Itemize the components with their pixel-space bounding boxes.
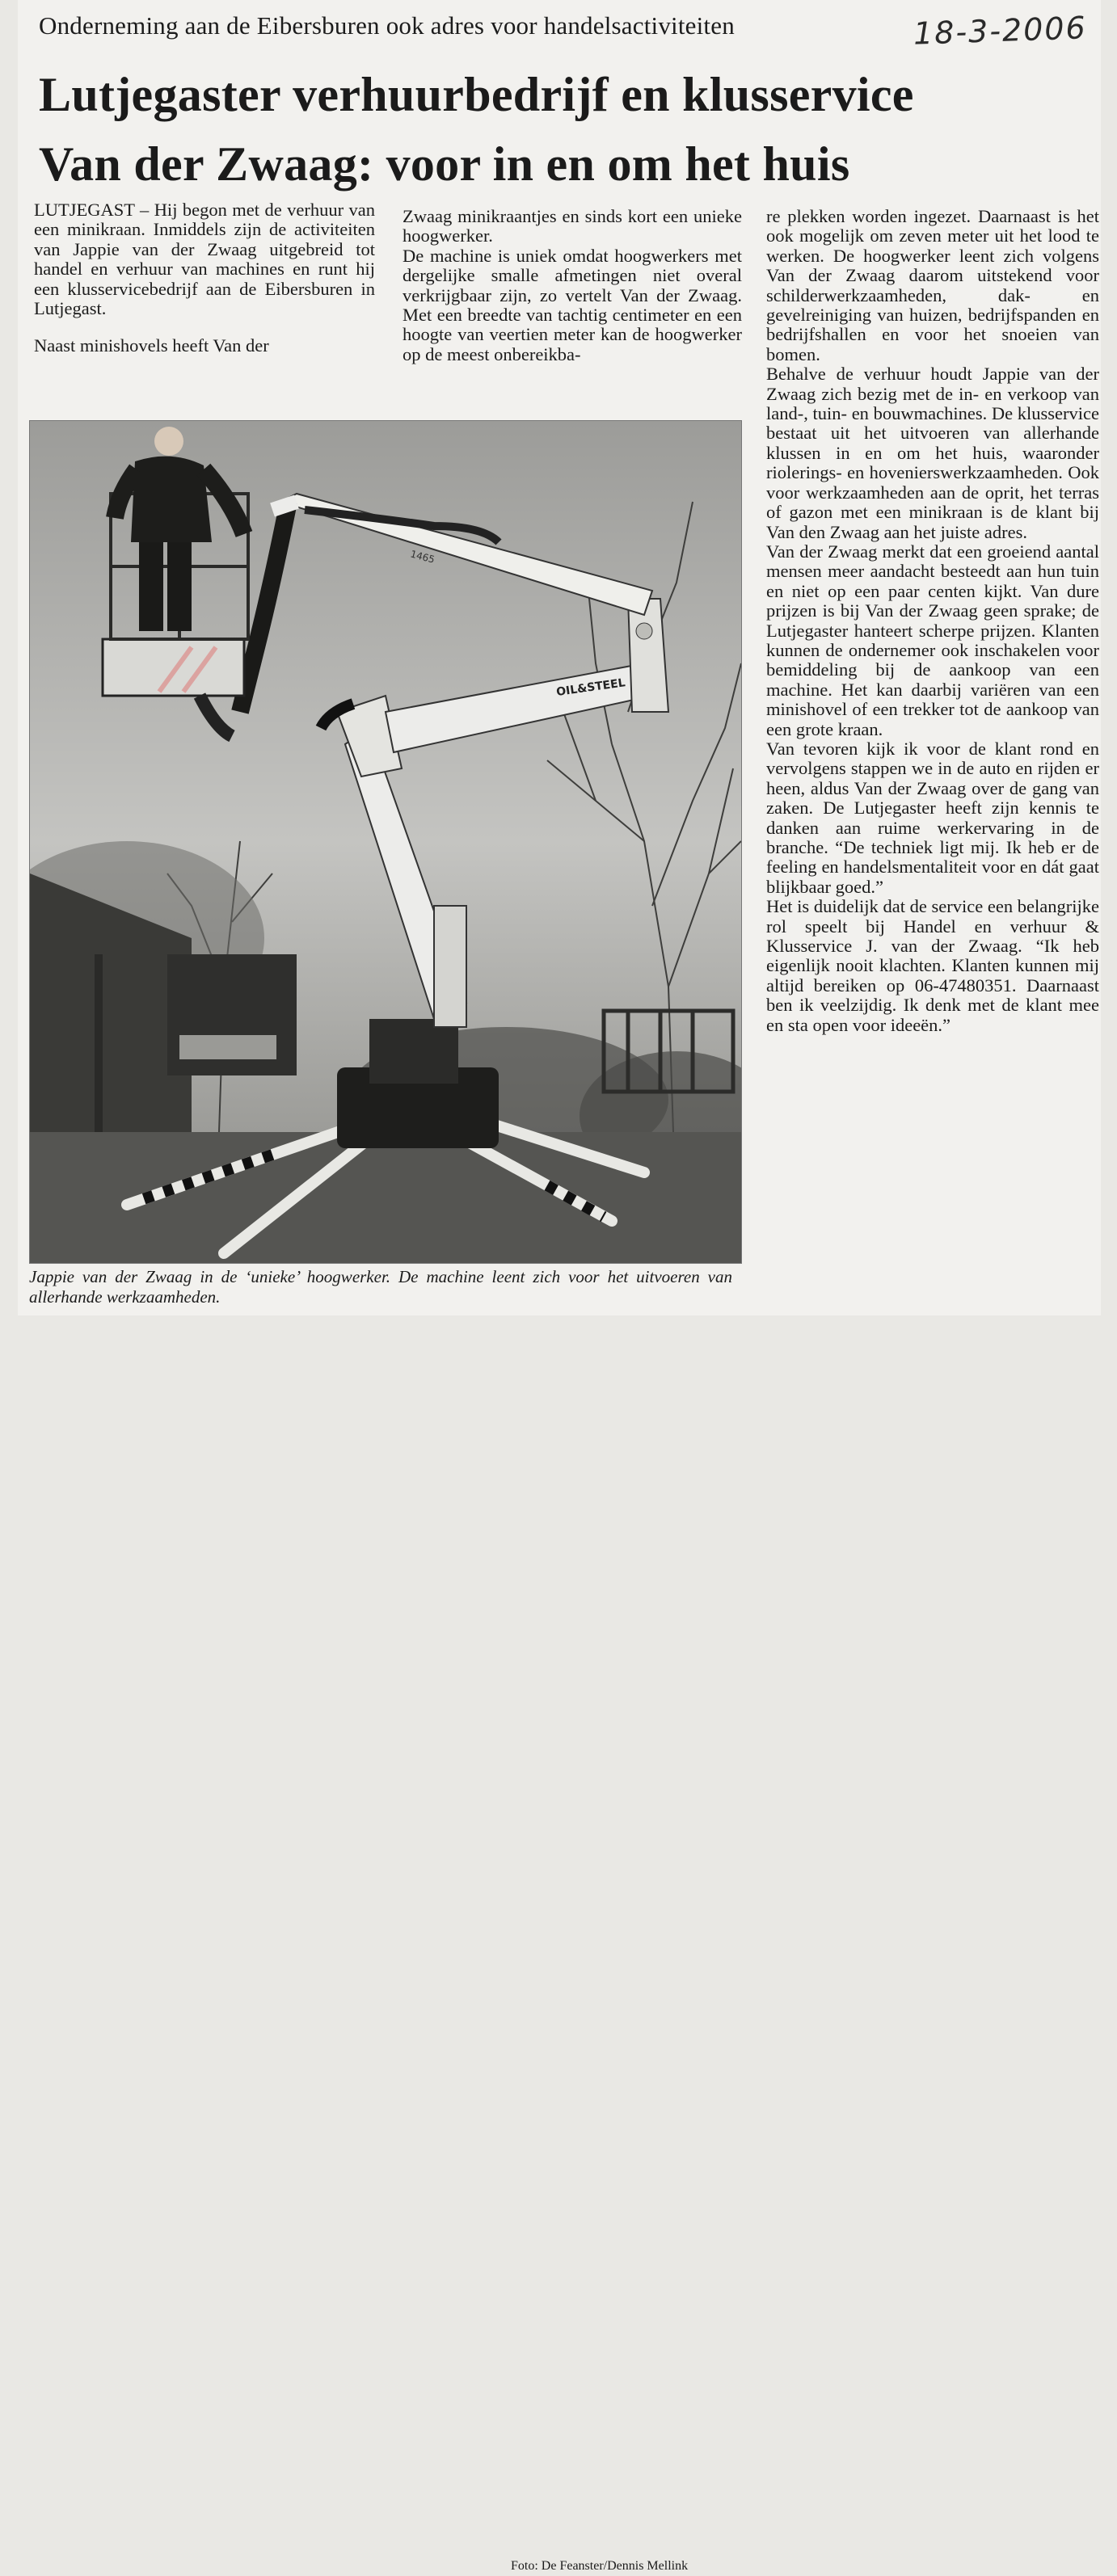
headline-line-1: Lutjegaster verhuurbedrijf en klusservice — [39, 68, 914, 121]
column3-paragraph-3: Van der Zwaag merkt dat een groeiend aantal mensen meer aandacht besteedt aan hun tuin en niet op een paar centen kijkt. Van dure prijzen is bij Van der Zwaag geen sprake; de Lutjegaster hanteert scherpe prijzen. Klanten kunnen de ondernemer ook inschakelen voor bemiddeling bij de aankoop van een machine. Het kan daarbij variëren van een minishovel of een trekker tot de aankoop van een grote kraan. — [766, 541, 1099, 739]
jib-model-label: 1465 — [409, 548, 436, 566]
article-column-2 — [403, 207, 742, 364]
column1-paragraph-2: Naast minishovels heeft Van der — [34, 335, 269, 356]
column3-paragraph-2: Behalve de verhuur houdt Jappie van der Zwaag zich bezig met de in- en verkoop van land-, tuin- en bouwmachines. De klusservice bestaat uit het uitvoeren van allerhande klussen in en om het huis, waaronder riolerings- en hovenierswerkzaamheden. Ook voor werkzaamheden aan de oprit, het terras of gazon met een minikraan is de klant bij Van den Zwaag aan het juiste adres. — [766, 364, 1099, 542]
column2-paragraph-1: Zwaag minikraantjes en sinds kort een unieke hoogwerker. — [403, 206, 742, 246]
truck-grille — [179, 1035, 276, 1059]
column1-paragraph-1: LUTJEGAST – Hij begon met de verhuur van een minikraan. Inmiddels zijn de activiteiten van Jappie van der Zwaag uitgebreid tot handel en verhuur van machines en runt hij een klusservicebedrijf aan de Eibersburen in Lutjegast. — [34, 200, 375, 319]
boom-brand-label: OIL&STEEL — [555, 676, 626, 699]
handwritten-date: 18-3-2006 — [913, 10, 1088, 52]
column2-paragraph-2: De machine is uniek omdat hoogwerkers met dergelijke smalle afmetingen niet overal verkrijgbaar zijn, zo vertelt Van der Zwaag. Met een breedte van tachtig centimeter en een hoogte van veertien meter kan de hoogwerker op de meest onbereikba- — [403, 245, 742, 364]
caption-text: Jappie van der Zwaag in de ‘unieke’ hoogwerker. De machine leent zich voor het uitvoeren van allerhande werkzaamheden. — [29, 1267, 732, 1307]
photo-credit: Foto: De Feanster/Dennis Mellink — [511, 2559, 689, 2573]
article-photo — [29, 420, 742, 1264]
jib-end — [272, 502, 297, 510]
article-column-3 — [766, 207, 1099, 1035]
boom-cylinder — [434, 906, 466, 1027]
column3-paragraph-4: Van tevoren kijk ik voor de klant rond en vervolgens stappen we in de auto en rijden er heen, aldus Van der Zwaag over de gang van zaken. De Lutjegaster heeft zijn kennis te danken aan ruime werkervaring in de branche. “De techniek ligt mij. Ik heb er de feeling en handelsmentaliteit voor en dát gaat blijkbaar goed.” — [766, 738, 1099, 897]
engine-unit — [369, 1019, 458, 1084]
pivot-column — [628, 599, 668, 712]
article-column-1 — [34, 200, 375, 356]
pivot-joint — [636, 623, 652, 639]
headline-line-2: Van der Zwaag: voor in en om het huis — [39, 137, 850, 191]
kicker-line: Onderneming aan de Eibersburen ook adres voor handelsactiviteiten — [39, 11, 735, 40]
column3-paragraph-5: Het is duidelijk dat de service een belangrijke rol speelt bij Handel en verhuur & Klusservice J. van der Zwaag. “Ik heb eigenlijk nooit klachten. Klanten kunnen mij altijd bereiken op 06-47480351. Daarnaast ben ik veelzijdig. Ik denk met de klant mee en sta open voor ideeën.” — [766, 896, 1099, 1035]
photo-caption — [29, 1267, 740, 2573]
aerial-lift-illustration — [30, 421, 741, 1263]
column3-paragraph-1: re plekken worden ingezet. Daarnaast is het ook mogelijk om zeven meter uit het lood te werken. De hoogwerker leent zich volgens Van der Zwaag daarom uitstekend voor schilderwerkzaamheden, dak- en gevelreiniging van huizen, bedrijfspanden en bedrijfshallen en voor het snoeien van bomen. — [766, 206, 1099, 364]
